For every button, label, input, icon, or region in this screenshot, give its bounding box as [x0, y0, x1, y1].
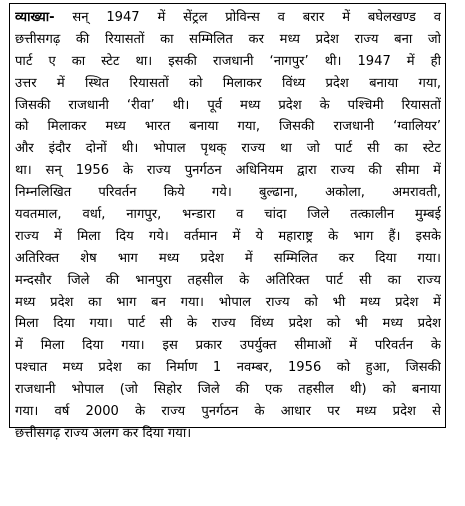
text-line-13: मन्दसौर जिले की भानपुरा तहसील के अतिरिक्त पार्ट सी का राज्य	[15, 272, 441, 288]
text-line-20: छत्तीसगढ़ राज्य अलग कर दिया गया।	[15, 425, 192, 441]
text-line-12: अतिरिक्त शेष भाग मध्य प्रदेश में सम्मिलित कर दिया गया।	[15, 250, 441, 266]
text-line-18: राजधानी भोपाल (जो सिहोर जिले की एक तहसील थी) को बनाया	[15, 382, 441, 398]
text-line-15: मिला दिया गया। पार्ट सी के राज्य विंध्य प्रदेश को भी मध्य प्रदेश	[15, 316, 441, 332]
text-line-19: गया। वर्ष 2000 के राज्य पुनर्गठन के आधार पर मध्य प्रदेश से	[15, 404, 441, 420]
text-line-6: को मिलाकर मध्य भारत बनाया गया, जिसकी राजधानी ‘ग्वालियर’	[15, 119, 441, 135]
text-line-8: था। सन् 1956 के राज्य पुनर्गठन अधिनियम द्वारा राज्य की सीमा में	[15, 163, 441, 179]
text-line-10: यवतमाल, वर्धा, नागपुर, भन्डारा व चांदा जिले तत्कालीन मुम्बई	[15, 207, 441, 223]
text-line-7: और इंदौर दोनों थी। भोपाल पृथक् राज्य था जो पार्ट सी का स्टेट	[15, 141, 441, 157]
explanation-label: व्याख्या-	[15, 10, 55, 25]
text-line-4: उत्तर में स्थित रियासतों को मिलाकर विंध्य प्रदेश बनाया गया,	[15, 75, 441, 91]
text-line-1	[15, 7, 441, 29]
text-line-1-body: सन् 1947 में सेंट्रल प्रोविन्स व बरार में बघेलखण्ड व	[54, 10, 441, 25]
text-line-17: पश्चात मध्य प्रदेश का निर्माण 1 नवम्बर, 1956 को हुआ, जिसकी	[15, 360, 441, 376]
explanation-box	[9, 3, 446, 441]
text-line-11: राज्य में मिला दिय गये। वर्तमान में ये महाराष्ट्र के भाग हैं। इसके	[15, 228, 441, 244]
text-line-2: छत्तीसगढ़ की रियासतों का सम्मिलित कर मध्य प्रदेश राज्य बना जो	[15, 31, 441, 47]
text-line-3: पार्ट ए का स्टेट था। इसकी राजधानी ‘नागपुर’ थी। 1947 में ही	[15, 53, 441, 69]
text-line-16: में मिला दिया गया। इस प्रकार उपर्युक्त सीमाओं में परिवर्तन के	[15, 338, 441, 354]
text-line-5: जिसकी राजधानी ‘रीवा’ थी। पूर्व मध्य प्रदेश के पश्चिमी रियासतों	[15, 97, 441, 113]
text-line-14: मध्य प्रदेश का भाग बन गया। भोपाल राज्य को भी मध्य प्रदेश में	[15, 294, 441, 310]
text-line-9: निम्नलिखित परिवर्तन किये गये। बुल्ढाना, अकोला, अमरावती,	[15, 185, 441, 201]
